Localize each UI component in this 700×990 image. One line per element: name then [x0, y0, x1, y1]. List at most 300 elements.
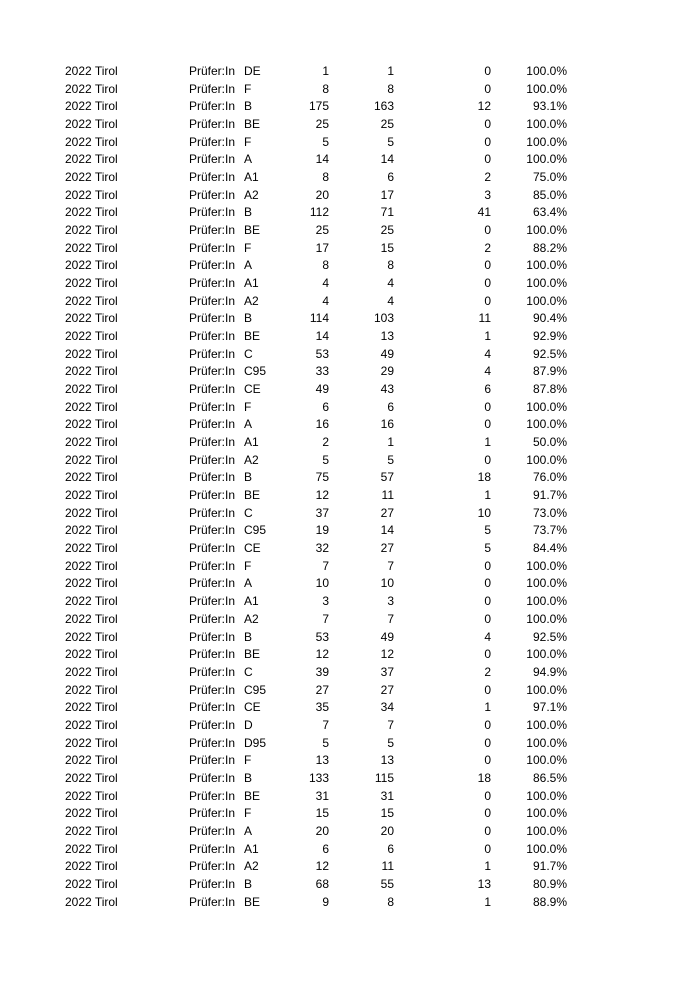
cell-failed: 0: [484, 558, 491, 573]
cell-role: Prüfer:In: [189, 470, 236, 485]
cell-failed: 1: [484, 488, 491, 503]
cell-pass-rate: 73.0%: [532, 505, 567, 520]
cell-pass-rate: 85.0%: [532, 187, 567, 202]
cell-total: 53: [315, 346, 329, 361]
cell-passed: 27: [380, 505, 394, 520]
table-row: [0, 134, 700, 152]
cell-role: Prüfer:In: [189, 452, 236, 467]
cell-passed: 12: [380, 647, 394, 662]
table-row: [0, 399, 700, 417]
cell-role: Prüfer:In: [189, 240, 236, 255]
cell-passed: 27: [380, 682, 394, 697]
cell-pass-rate: 100.0%: [526, 717, 567, 732]
cell-passed: 4: [387, 293, 394, 308]
cell-role: Prüfer:In: [189, 859, 236, 874]
cell-passed: 29: [380, 364, 394, 379]
table-row: [0, 558, 700, 576]
cell-failed: 0: [484, 735, 491, 750]
cell-year-region: 2022 Tirol: [65, 187, 118, 202]
cell-total: 25: [315, 223, 329, 238]
cell-year-region: 2022 Tirol: [65, 876, 118, 891]
cell-passed: 55: [380, 876, 394, 891]
cell-passed: 49: [380, 346, 394, 361]
cell-failed: 0: [484, 81, 491, 96]
cell-pass-rate: 91.7%: [532, 859, 567, 874]
table-row: [0, 505, 700, 523]
cell-total: 8: [322, 170, 329, 185]
cell-year-region: 2022 Tirol: [65, 364, 118, 379]
cell-role: Prüfer:In: [189, 629, 236, 644]
table-row: [0, 63, 700, 81]
cell-passed: 71: [380, 205, 394, 220]
cell-total: 31: [315, 788, 329, 803]
cell-license-class: F: [244, 399, 252, 414]
cell-pass-rate: 100.0%: [526, 81, 567, 96]
cell-pass-rate: 100.0%: [526, 117, 567, 132]
cell-license-class: CE: [244, 700, 261, 715]
cell-failed: 1: [484, 700, 491, 715]
cell-year-region: 2022 Tirol: [65, 806, 118, 821]
cell-passed: 11: [381, 488, 394, 503]
cell-pass-rate: 92.5%: [532, 346, 567, 361]
table-row: [0, 858, 700, 876]
cell-failed: 41: [477, 205, 491, 220]
cell-failed: 2: [484, 240, 491, 255]
cell-failed: 1: [484, 859, 491, 874]
cell-role: Prüfer:In: [189, 770, 236, 785]
table-row: [0, 452, 700, 470]
cell-license-class: B: [244, 629, 253, 644]
cell-failed: 12: [477, 99, 491, 114]
cell-failed: 0: [484, 293, 491, 308]
cell-failed: 0: [484, 841, 491, 856]
cell-failed: 11: [478, 311, 491, 326]
cell-passed: 6: [387, 841, 394, 856]
cell-role: Prüfer:In: [189, 717, 236, 732]
cell-role: Prüfer:In: [189, 99, 236, 114]
cell-role: Prüfer:In: [189, 594, 236, 609]
cell-passed: 25: [380, 223, 394, 238]
cell-license-class: B: [244, 770, 253, 785]
cell-failed: 4: [484, 346, 491, 361]
table-row: [0, 469, 700, 487]
cell-failed: 0: [484, 64, 491, 78]
cell-pass-rate: 100.0%: [526, 223, 567, 238]
cell-license-class: BE: [244, 223, 261, 238]
cell-license-class: A2: [244, 452, 259, 467]
cell-license-class: A2: [244, 293, 259, 308]
table-row: [0, 381, 700, 399]
cell-total: 16: [315, 417, 329, 432]
cell-license-class: A: [244, 823, 253, 838]
cell-total: 19: [315, 523, 329, 538]
cell-role: Prüfer:In: [189, 664, 236, 679]
cell-year-region: 2022 Tirol: [65, 523, 118, 538]
cell-license-class: C95: [244, 682, 267, 697]
cell-year-region: 2022 Tirol: [65, 770, 118, 785]
cell-year-region: 2022 Tirol: [65, 788, 118, 803]
table-row: [0, 699, 700, 717]
cell-total: 37: [315, 505, 329, 520]
cell-role: Prüfer:In: [189, 788, 236, 803]
cell-year-region: 2022 Tirol: [65, 170, 118, 185]
cell-pass-rate: 100.0%: [526, 576, 567, 591]
cell-year-region: 2022 Tirol: [65, 276, 118, 291]
cell-total: 112: [309, 205, 329, 220]
cell-pass-rate: 93.1%: [532, 99, 567, 114]
table-row: [0, 593, 700, 611]
cell-year-region: 2022 Tirol: [65, 505, 118, 520]
cell-passed: 15: [380, 240, 394, 255]
cell-role: Prüfer:In: [189, 435, 236, 450]
table-row: [0, 187, 700, 205]
cell-total: 4: [322, 276, 329, 291]
table-row: [0, 346, 700, 364]
cell-total: 133: [308, 770, 329, 785]
cell-passed: 11: [381, 859, 394, 874]
cell-total: 14: [315, 152, 329, 167]
cell-role: Prüfer:In: [189, 117, 236, 132]
cell-total: 7: [322, 611, 329, 626]
cell-license-class: C: [244, 346, 253, 361]
cell-pass-rate: 100.0%: [526, 276, 567, 291]
cell-passed: 20: [380, 823, 394, 838]
cell-pass-rate: 100.0%: [526, 293, 567, 308]
cell-passed: 15: [380, 806, 394, 821]
cell-total: 12: [315, 488, 329, 503]
cell-license-class: A: [244, 417, 253, 432]
cell-passed: 103: [373, 311, 394, 326]
cell-year-region: 2022 Tirol: [65, 894, 118, 909]
cell-failed: 0: [484, 134, 491, 149]
table-row: [0, 735, 700, 753]
table-row: [0, 876, 700, 894]
table-row: [0, 257, 700, 275]
cell-year-region: 2022 Tirol: [65, 859, 118, 874]
cell-failed: 13: [477, 876, 491, 891]
cell-role: Prüfer:In: [189, 505, 236, 520]
cell-license-class: A1: [244, 435, 259, 450]
cell-passed: 49: [380, 629, 394, 644]
cell-failed: 0: [484, 682, 491, 697]
cell-pass-rate: 100.0%: [526, 258, 567, 273]
cell-pass-rate: 92.9%: [532, 329, 567, 344]
cell-pass-rate: 100.0%: [526, 452, 567, 467]
cell-passed: 25: [380, 117, 394, 132]
cell-role: Prüfer:In: [189, 417, 236, 432]
cell-year-region: 2022 Tirol: [65, 311, 118, 326]
cell-role: Prüfer:In: [189, 346, 236, 361]
cell-role: Prüfer:In: [189, 329, 236, 344]
cell-year-region: 2022 Tirol: [65, 99, 118, 114]
cell-pass-rate: 100.0%: [526, 399, 567, 414]
cell-passed: 163: [373, 99, 394, 114]
cell-failed: 0: [484, 717, 491, 732]
cell-total: 53: [315, 629, 329, 644]
cell-passed: 10: [380, 576, 394, 591]
table-row: [0, 310, 700, 328]
cell-total: 6: [322, 399, 329, 414]
cell-failed: 0: [484, 152, 491, 167]
cell-role: Prüfer:In: [189, 276, 236, 291]
cell-role: Prüfer:In: [189, 170, 236, 185]
cell-role: Prüfer:In: [189, 293, 236, 308]
cell-total: 33: [315, 364, 329, 379]
cell-pass-rate: 86.5%: [532, 770, 567, 785]
cell-license-class: C: [244, 664, 253, 679]
cell-pass-rate: 100.0%: [526, 735, 567, 750]
cell-license-class: F: [244, 558, 252, 573]
cell-total: 25: [315, 117, 329, 132]
cell-role: Prüfer:In: [189, 81, 236, 96]
cell-year-region: 2022 Tirol: [65, 700, 118, 715]
cell-failed: 2: [484, 664, 491, 679]
table-row: [0, 611, 700, 629]
cell-passed: 43: [380, 382, 394, 397]
cell-total: 35: [315, 700, 329, 715]
cell-pass-rate: 50.0%: [532, 435, 567, 450]
cell-year-region: 2022 Tirol: [65, 258, 118, 273]
cell-passed: 8: [387, 258, 394, 273]
table-row: [0, 293, 700, 311]
cell-total: 75: [315, 470, 329, 485]
table-row: [0, 81, 700, 99]
cell-pass-rate: 63.4%: [532, 205, 567, 220]
cell-role: Prüfer:In: [189, 682, 236, 697]
cell-year-region: 2022 Tirol: [65, 717, 118, 732]
cell-passed: 3: [387, 594, 394, 609]
cell-pass-rate: 100.0%: [526, 152, 567, 167]
cell-total: 114: [309, 311, 329, 326]
cell-total: 20: [315, 823, 329, 838]
cell-license-class: F: [244, 134, 252, 149]
cell-year-region: 2022 Tirol: [65, 753, 118, 768]
table-row: [0, 328, 700, 346]
cell-license-class: CE: [244, 382, 261, 397]
cell-failed: 0: [484, 117, 491, 132]
cell-license-class: A1: [244, 594, 259, 609]
cell-role: Prüfer:In: [189, 311, 236, 326]
cell-total: 12: [315, 647, 329, 662]
cell-failed: 0: [484, 788, 491, 803]
cell-year-region: 2022 Tirol: [65, 346, 118, 361]
cell-passed: 13: [380, 753, 394, 768]
cell-role: Prüfer:In: [189, 700, 236, 715]
cell-role: Prüfer:In: [189, 64, 236, 78]
cell-role: Prüfer:In: [189, 134, 236, 149]
cell-year-region: 2022 Tirol: [65, 205, 118, 220]
cell-passed: 5: [387, 735, 394, 750]
table-row: [0, 664, 700, 682]
cell-pass-rate: 100.0%: [526, 417, 567, 432]
cell-failed: 0: [484, 223, 491, 238]
cell-passed: 7: [387, 717, 394, 732]
cell-pass-rate: 100.0%: [526, 64, 567, 78]
cell-passed: 13: [380, 329, 394, 344]
cell-year-region: 2022 Tirol: [65, 117, 118, 132]
cell-total: 12: [315, 859, 329, 874]
cell-failed: 18: [477, 770, 491, 785]
cell-role: Prüfer:In: [189, 894, 236, 909]
cell-year-region: 2022 Tirol: [65, 664, 118, 679]
cell-total: 20: [315, 187, 329, 202]
cell-pass-rate: 84.4%: [532, 541, 567, 556]
table-row: [0, 222, 700, 240]
cell-role: Prüfer:In: [189, 876, 236, 891]
cell-total: 7: [322, 717, 329, 732]
table-row: [0, 575, 700, 593]
cell-pass-rate: 76.0%: [532, 470, 567, 485]
cell-role: Prüfer:In: [189, 611, 236, 626]
cell-role: Prüfer:In: [189, 841, 236, 856]
table-row: [0, 682, 700, 700]
cell-year-region: 2022 Tirol: [65, 399, 118, 414]
cell-year-region: 2022 Tirol: [65, 735, 118, 750]
cell-role: Prüfer:In: [189, 187, 236, 202]
table-row: [0, 894, 700, 912]
cell-total: 27: [315, 682, 329, 697]
cell-license-class: BE: [244, 488, 261, 503]
cell-failed: 0: [484, 417, 491, 432]
cell-pass-rate: 100.0%: [526, 753, 567, 768]
cell-year-region: 2022 Tirol: [65, 594, 118, 609]
cell-failed: 0: [484, 806, 491, 821]
cell-role: Prüfer:In: [189, 806, 236, 821]
cell-total: 5: [322, 452, 329, 467]
cell-pass-rate: 100.0%: [526, 823, 567, 838]
cell-year-region: 2022 Tirol: [65, 417, 118, 432]
cell-license-class: CE: [244, 541, 261, 556]
cell-license-class: A2: [244, 187, 259, 202]
cell-total: 1: [322, 64, 329, 78]
cell-passed: 8: [387, 894, 394, 909]
cell-failed: 4: [484, 629, 491, 644]
cell-license-class: B: [244, 470, 253, 485]
cell-pass-rate: 73.7%: [532, 523, 567, 538]
cell-failed: 1: [484, 435, 491, 450]
cell-pass-rate: 100.0%: [526, 841, 567, 856]
cell-passed: 8: [387, 81, 394, 96]
cell-failed: 0: [484, 276, 491, 291]
cell-role: Prüfer:In: [189, 558, 236, 573]
table-row: [0, 752, 700, 770]
cell-failed: 0: [484, 452, 491, 467]
cell-failed: 1: [484, 894, 491, 909]
cell-pass-rate: 87.8%: [532, 382, 567, 397]
table-row: [0, 116, 700, 134]
cell-license-class: D: [244, 717, 253, 732]
cell-total: 14: [315, 329, 329, 344]
cell-total: 175: [308, 99, 329, 114]
cell-failed: 0: [484, 611, 491, 626]
cell-pass-rate: 100.0%: [526, 611, 567, 626]
cell-passed: 31: [380, 788, 394, 803]
cell-year-region: 2022 Tirol: [65, 435, 118, 450]
cell-year-region: 2022 Tirol: [65, 576, 118, 591]
cell-pass-rate: 88.2%: [532, 240, 567, 255]
cell-license-class: F: [244, 81, 252, 96]
cell-year-region: 2022 Tirol: [65, 240, 118, 255]
table-row: [0, 629, 700, 647]
cell-failed: 0: [484, 823, 491, 838]
cell-pass-rate: 94.9%: [532, 664, 567, 679]
cell-role: Prüfer:In: [189, 576, 236, 591]
cell-pass-rate: 100.0%: [526, 594, 567, 609]
cell-failed: 0: [484, 647, 491, 662]
cell-failed: 3: [484, 187, 491, 202]
cell-year-region: 2022 Tirol: [65, 541, 118, 556]
cell-passed: 5: [387, 134, 394, 149]
cell-total: 13: [315, 753, 329, 768]
cell-license-class: C95: [244, 523, 267, 538]
cell-passed: 34: [380, 700, 394, 715]
table-row: [0, 540, 700, 558]
spreadsheet-table: [0, 63, 700, 911]
cell-license-class: F: [244, 753, 252, 768]
cell-failed: 6: [484, 382, 491, 397]
cell-total: 15: [315, 806, 329, 821]
cell-pass-rate: 87.9%: [532, 364, 567, 379]
table-row: [0, 434, 700, 452]
table-row: [0, 169, 700, 187]
cell-license-class: A: [244, 258, 253, 273]
cell-year-region: 2022 Tirol: [65, 81, 118, 96]
cell-license-class: A: [244, 152, 253, 167]
cell-total: 7: [322, 558, 329, 573]
cell-year-region: 2022 Tirol: [65, 152, 118, 167]
cell-year-region: 2022 Tirol: [65, 823, 118, 838]
table-row: [0, 841, 700, 859]
cell-pass-rate: 88.9%: [532, 894, 567, 909]
cell-year-region: 2022 Tirol: [65, 611, 118, 626]
cell-failed: 0: [484, 576, 491, 591]
cell-license-class: B: [244, 311, 253, 326]
cell-passed: 17: [380, 187, 394, 202]
cell-total: 10: [315, 576, 329, 591]
cell-license-class: BE: [244, 647, 261, 662]
cell-passed: 16: [380, 417, 394, 432]
cell-role: Prüfer:In: [189, 399, 236, 414]
cell-pass-rate: 100.0%: [526, 682, 567, 697]
cell-failed: 2: [484, 170, 491, 185]
cell-license-class: DE: [244, 64, 261, 78]
table-row: [0, 240, 700, 258]
cell-failed: 0: [484, 753, 491, 768]
cell-total: 68: [315, 876, 329, 891]
cell-role: Prüfer:In: [189, 647, 236, 662]
table-row: [0, 416, 700, 434]
table-row: [0, 98, 700, 116]
cell-license-class: B: [244, 876, 253, 891]
cell-year-region: 2022 Tirol: [65, 293, 118, 308]
cell-year-region: 2022 Tirol: [65, 223, 118, 238]
cell-license-class: BE: [244, 788, 261, 803]
cell-role: Prüfer:In: [189, 223, 236, 238]
table-row: [0, 788, 700, 806]
cell-year-region: 2022 Tirol: [65, 329, 118, 344]
cell-license-class: D95: [244, 735, 267, 750]
cell-pass-rate: 92.5%: [532, 629, 567, 644]
cell-year-region: 2022 Tirol: [65, 382, 118, 397]
cell-role: Prüfer:In: [189, 382, 236, 397]
cell-total: 3: [322, 594, 329, 609]
cell-passed: 27: [380, 541, 394, 556]
cell-license-class: BE: [244, 117, 261, 132]
cell-failed: 5: [484, 523, 491, 538]
cell-passed: 1: [387, 435, 394, 450]
table-row: [0, 717, 700, 735]
cell-total: 8: [322, 258, 329, 273]
